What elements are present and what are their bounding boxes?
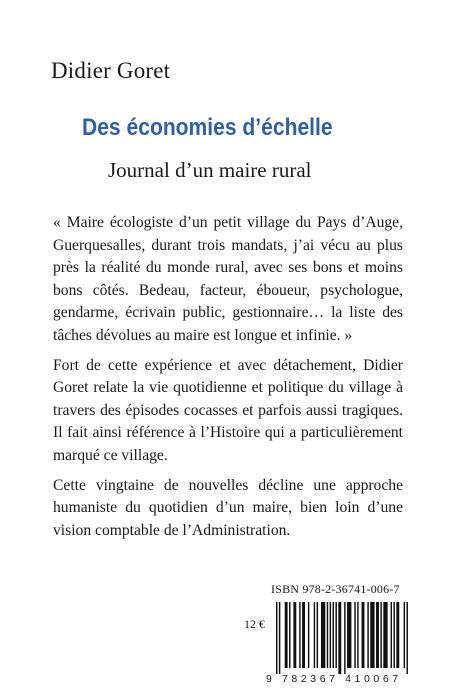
barcode-bar	[333, 602, 334, 668]
barcode-bar	[357, 602, 358, 668]
barcode-block	[266, 582, 416, 685]
barcode-bar	[347, 602, 351, 668]
barcode-bar	[302, 602, 305, 668]
blurb-paragraph-quote: « Maire écologiste d’un petit village du Pays d’Auge, Guerquesalles, durant trois mandats, j’ai vécu au plus près la réalité du monde rural, avec ses bons et moins bons côtés. Bedeau, facteur, éboueur, psychologue, gendarme, écrivain public, gestionnaire… la liste des tâches dévolues au maire est longue et infinie. »	[53, 214, 403, 344]
price-label: 12 €	[244, 617, 265, 631]
blurb-paragraph-summary: Fort de cette expérience et avec détachement, Didier Goret relate la vie quotidienne et politique du village à travers des épisodes cocasses et parfois aussi tragiques. Il fait ainsi référence à l’Histoire qui a particulièrement marqué ce village.	[53, 356, 403, 464]
barcode-bar	[335, 602, 336, 668]
barcode-bar	[276, 602, 277, 674]
barcode-bar	[330, 602, 331, 668]
back-cover-blurb	[53, 212, 403, 549]
barcode-bar	[299, 602, 300, 668]
barcode-bar	[370, 602, 374, 668]
barcode-bar	[321, 602, 325, 668]
barcode-bar	[317, 602, 318, 668]
barcode-bar	[293, 602, 296, 668]
barcode-digits: 9 782367 410067	[266, 673, 402, 685]
barcode-bar	[338, 602, 341, 674]
barcode-bar	[376, 602, 379, 668]
barcode-bar	[279, 602, 280, 674]
barcode-bar	[308, 602, 309, 668]
barcode-bar	[380, 602, 381, 668]
barcode-bar	[354, 602, 355, 668]
barcode-bar	[344, 602, 345, 674]
barcode-bar	[404, 602, 405, 668]
barcode-image	[266, 602, 416, 674]
barcode-bar	[362, 602, 365, 668]
blurb-paragraph-closing: Cette vingtaine de nouvelles décline une approche humaniste du quotidien d’un maire, bien loin d’une vision comptable de l’Administration.	[53, 476, 403, 539]
isbn-label: ISBN 978-2-36741-006-7	[271, 582, 400, 596]
barcode-bar	[396, 602, 399, 668]
barcode-bar	[367, 602, 368, 668]
barcode-bar	[327, 602, 328, 668]
book-subtitle: Journal d’un maire rural	[108, 158, 312, 182]
barcode-bar	[393, 602, 394, 668]
barcode-bar	[391, 602, 392, 668]
barcode-bar	[383, 602, 387, 668]
barcode-bar	[289, 602, 290, 668]
barcode-bar	[314, 602, 315, 668]
author-name: Didier Goret	[51, 58, 171, 83]
barcode-bar	[407, 602, 408, 674]
book-title: Des économies d’échelle	[82, 114, 333, 141]
barcode-bar	[285, 602, 288, 668]
